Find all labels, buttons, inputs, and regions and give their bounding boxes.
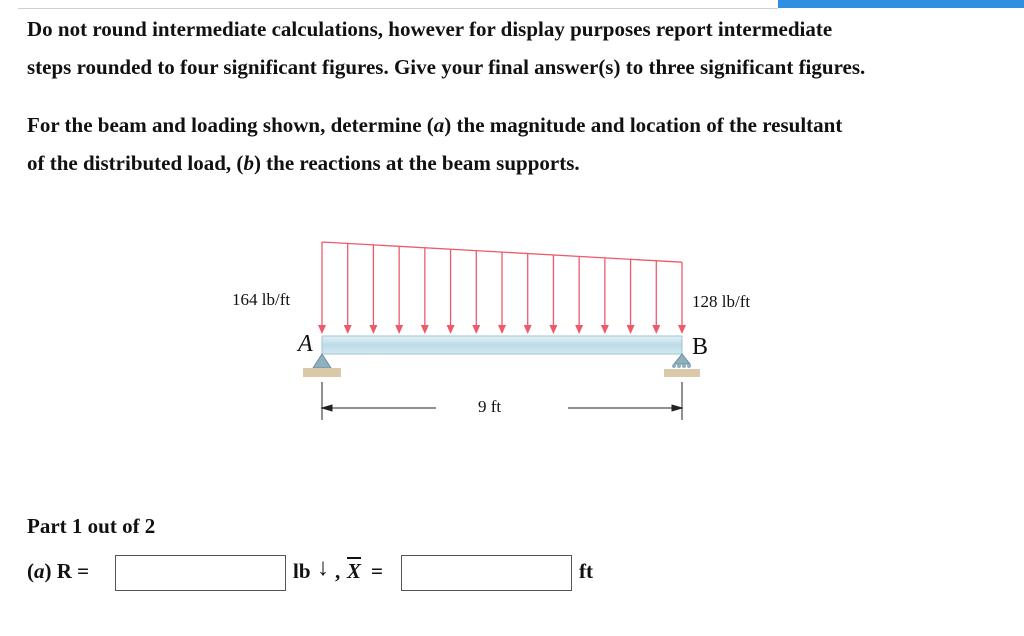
instructions-line-2: steps rounded to four significant figures. Give your final answer(s) to three significant figures. [27,55,866,79]
load-arrow [421,248,429,334]
r-equals: ) R = [44,559,90,583]
part-a-letter: a [433,113,445,137]
span-dimension [322,382,682,420]
down-arrow-icon: ↓ [317,555,329,581]
point-a-label: A [298,331,313,357]
load-label-left: 164 lb/ft [232,290,291,309]
x-input[interactable] [402,556,571,590]
load-arrow [652,261,660,334]
x-bar-symbol: $\overline{X}$ [347,559,362,583]
x-unit: ft [579,559,593,583]
load-arrow [498,252,506,334]
span-label: 9 ft [478,397,502,416]
point-b-label: B [692,334,709,360]
r-input[interactable] [116,556,285,590]
part-label: Part 1 out of 2 [27,514,156,538]
load-arrow [395,246,403,334]
problem-text: ) the magnitude and location of the resultant [444,113,843,137]
load-arrow [627,259,635,334]
load-arrow [601,258,609,334]
distributed-load [318,242,686,334]
load-arrow [369,245,377,334]
load-arrow [678,262,686,334]
answer-letter: a [34,559,45,583]
answer-prefix [27,559,89,584]
paren-open: ( [27,559,34,583]
comma: , [335,559,341,583]
part-b-letter: b [243,151,254,175]
beam [322,336,682,354]
problem-text: ) the reactions at the beam supports. [253,151,580,175]
problem-text: of the distributed load, ( [27,151,244,175]
r-input-box[interactable] [115,555,286,591]
load-arrow [549,255,557,334]
x-input-box[interactable] [401,555,572,591]
load-label-right: 128 lb/ft [692,292,751,311]
load-arrow [318,242,326,334]
problem-text: For the beam and loading shown, determine ( [27,113,434,137]
x-equals: = [371,559,383,583]
load-arrow [344,243,352,334]
load-arrow [524,254,532,334]
r-unit: lb [293,559,311,583]
instructions-line-1: Do not round intermediate calculations, however for display purposes report intermediate [27,17,833,41]
load-arrow [447,249,455,334]
load-arrow [472,251,480,334]
load-arrow [575,256,583,334]
